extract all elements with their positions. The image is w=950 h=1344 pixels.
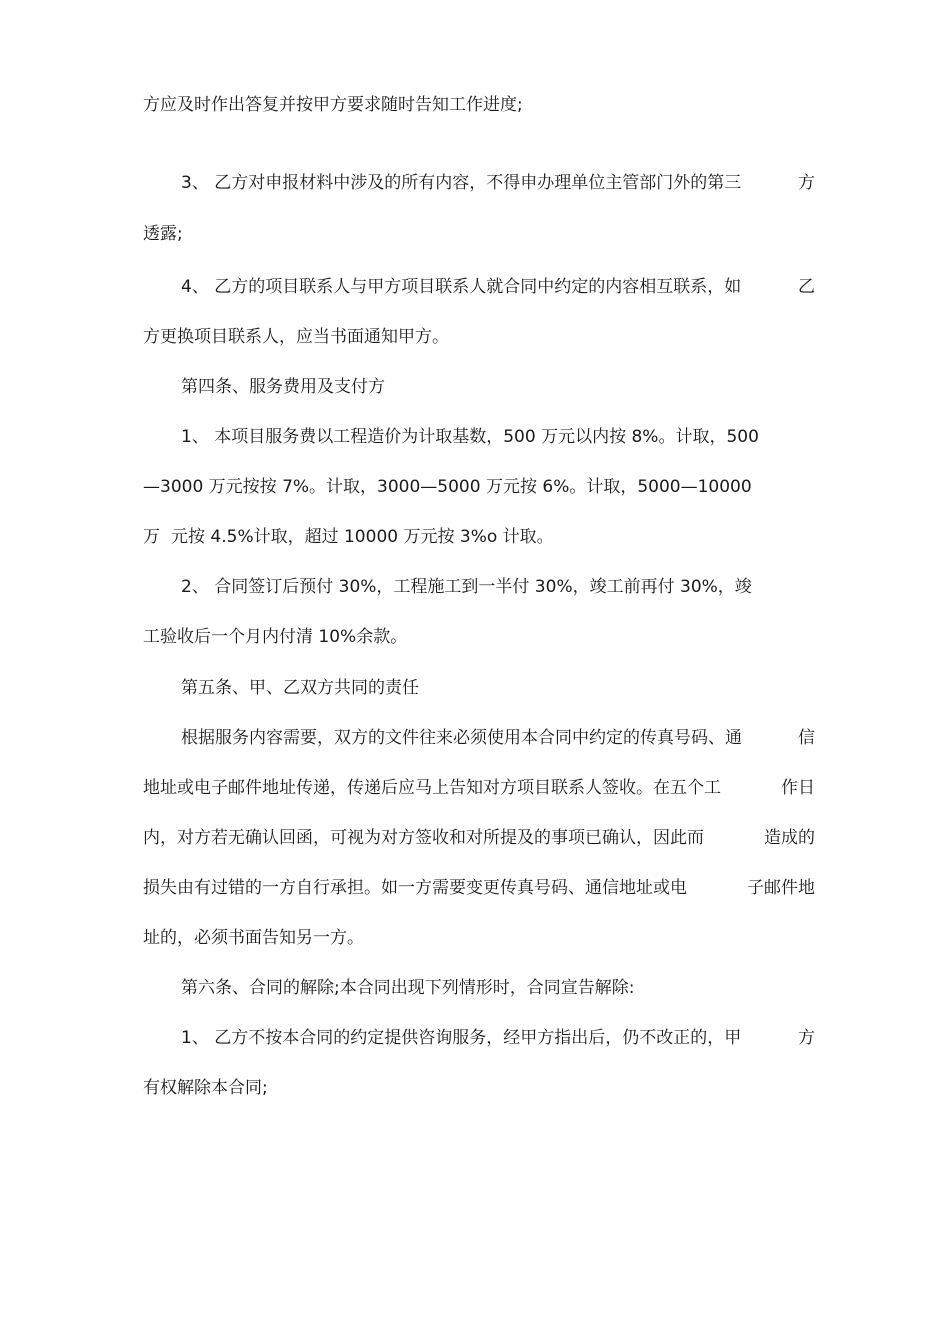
paragraph-line: [181, 1026, 815, 1050]
paragraph-line: —3000 万元按按 7%。计取，3000—5000 万元按 6%。计取，5000—10000: [143, 477, 752, 497]
line-text-end: 方: [798, 1028, 815, 1048]
line-text-end: 造成的: [764, 828, 815, 848]
paragraph-line: [143, 776, 815, 800]
paragraph-line: 方应及时作出答复并按甲方要求随时告知工作进度;: [143, 95, 523, 115]
paragraph-line: [181, 275, 815, 299]
line-text: 万: [143, 527, 160, 547]
paragraph-line: 1、 本项目服务费以工程造价为计取基数，500 万元以内按 8%。计取，500: [181, 427, 759, 447]
section-heading: 第四条、服务费用及支付方: [181, 377, 385, 397]
line-text-end: 信: [798, 728, 815, 748]
line-text-end: 作日: [781, 778, 815, 798]
paragraph-line: [143, 525, 815, 549]
paragraph-line: 有权解除本合同;: [143, 1078, 268, 1098]
paragraph-line: 2、 合同签订后预付 30%，工程施工到一半付 30%，竣工前再付 30%，竣: [181, 577, 752, 597]
line-text: 元按 4.5%计取，超过 10000 万元按 3%o 计取。: [171, 527, 554, 547]
paragraph-line: 址的，必须书面告知另一方。: [143, 928, 364, 948]
paragraph-line: [143, 826, 815, 850]
paragraph-line: [143, 876, 815, 900]
line-text: 3、 乙方对申报材料中涉及的所有内容，不得申办理单位主管部门外的第三: [181, 173, 742, 193]
line-text: 1、 乙方不按本合同的约定提供咨询服务，经甲方指出后，仍不改正的，甲: [181, 1028, 742, 1048]
paragraph-line: [181, 726, 815, 750]
paragraph-line: [181, 171, 815, 195]
line-text: 内，对方若无确认回函，可视为对方签收和对所提及的事项已确认，因此而: [143, 828, 704, 848]
line-text-end: 方: [798, 173, 815, 193]
line-text: 4、 乙方的项目联系人与甲方项目联系人就合同中约定的内容相互联系，如: [181, 277, 742, 297]
paragraph-line: 方更换项目联系人，应当书面通知甲方。: [143, 327, 449, 347]
line-text: 地址或电子邮件地址传递，传递后应马上告知对方项目联系人签收。在五个工: [143, 778, 721, 798]
paragraph-line: 透露;: [143, 224, 183, 244]
paragraph-line: 工验收后一个月内付清 10%余款。: [143, 627, 408, 647]
line-text-end: 子邮件地: [747, 878, 815, 898]
section-heading: 第六条、合同的解除;本合同出现下列情形时，合同宣告解除:: [181, 978, 635, 998]
section-heading: 第五条、甲、乙双方共同的责任: [181, 678, 419, 698]
line-text-end: 乙: [798, 277, 815, 297]
line-text: 损失由有过错的一方自行承担。如一方需要变更传真号码、通信地址或电: [143, 878, 687, 898]
line-text: 根据服务内容需要，双方的文件往来必须使用本合同中约定的传真号码、通: [181, 728, 742, 748]
